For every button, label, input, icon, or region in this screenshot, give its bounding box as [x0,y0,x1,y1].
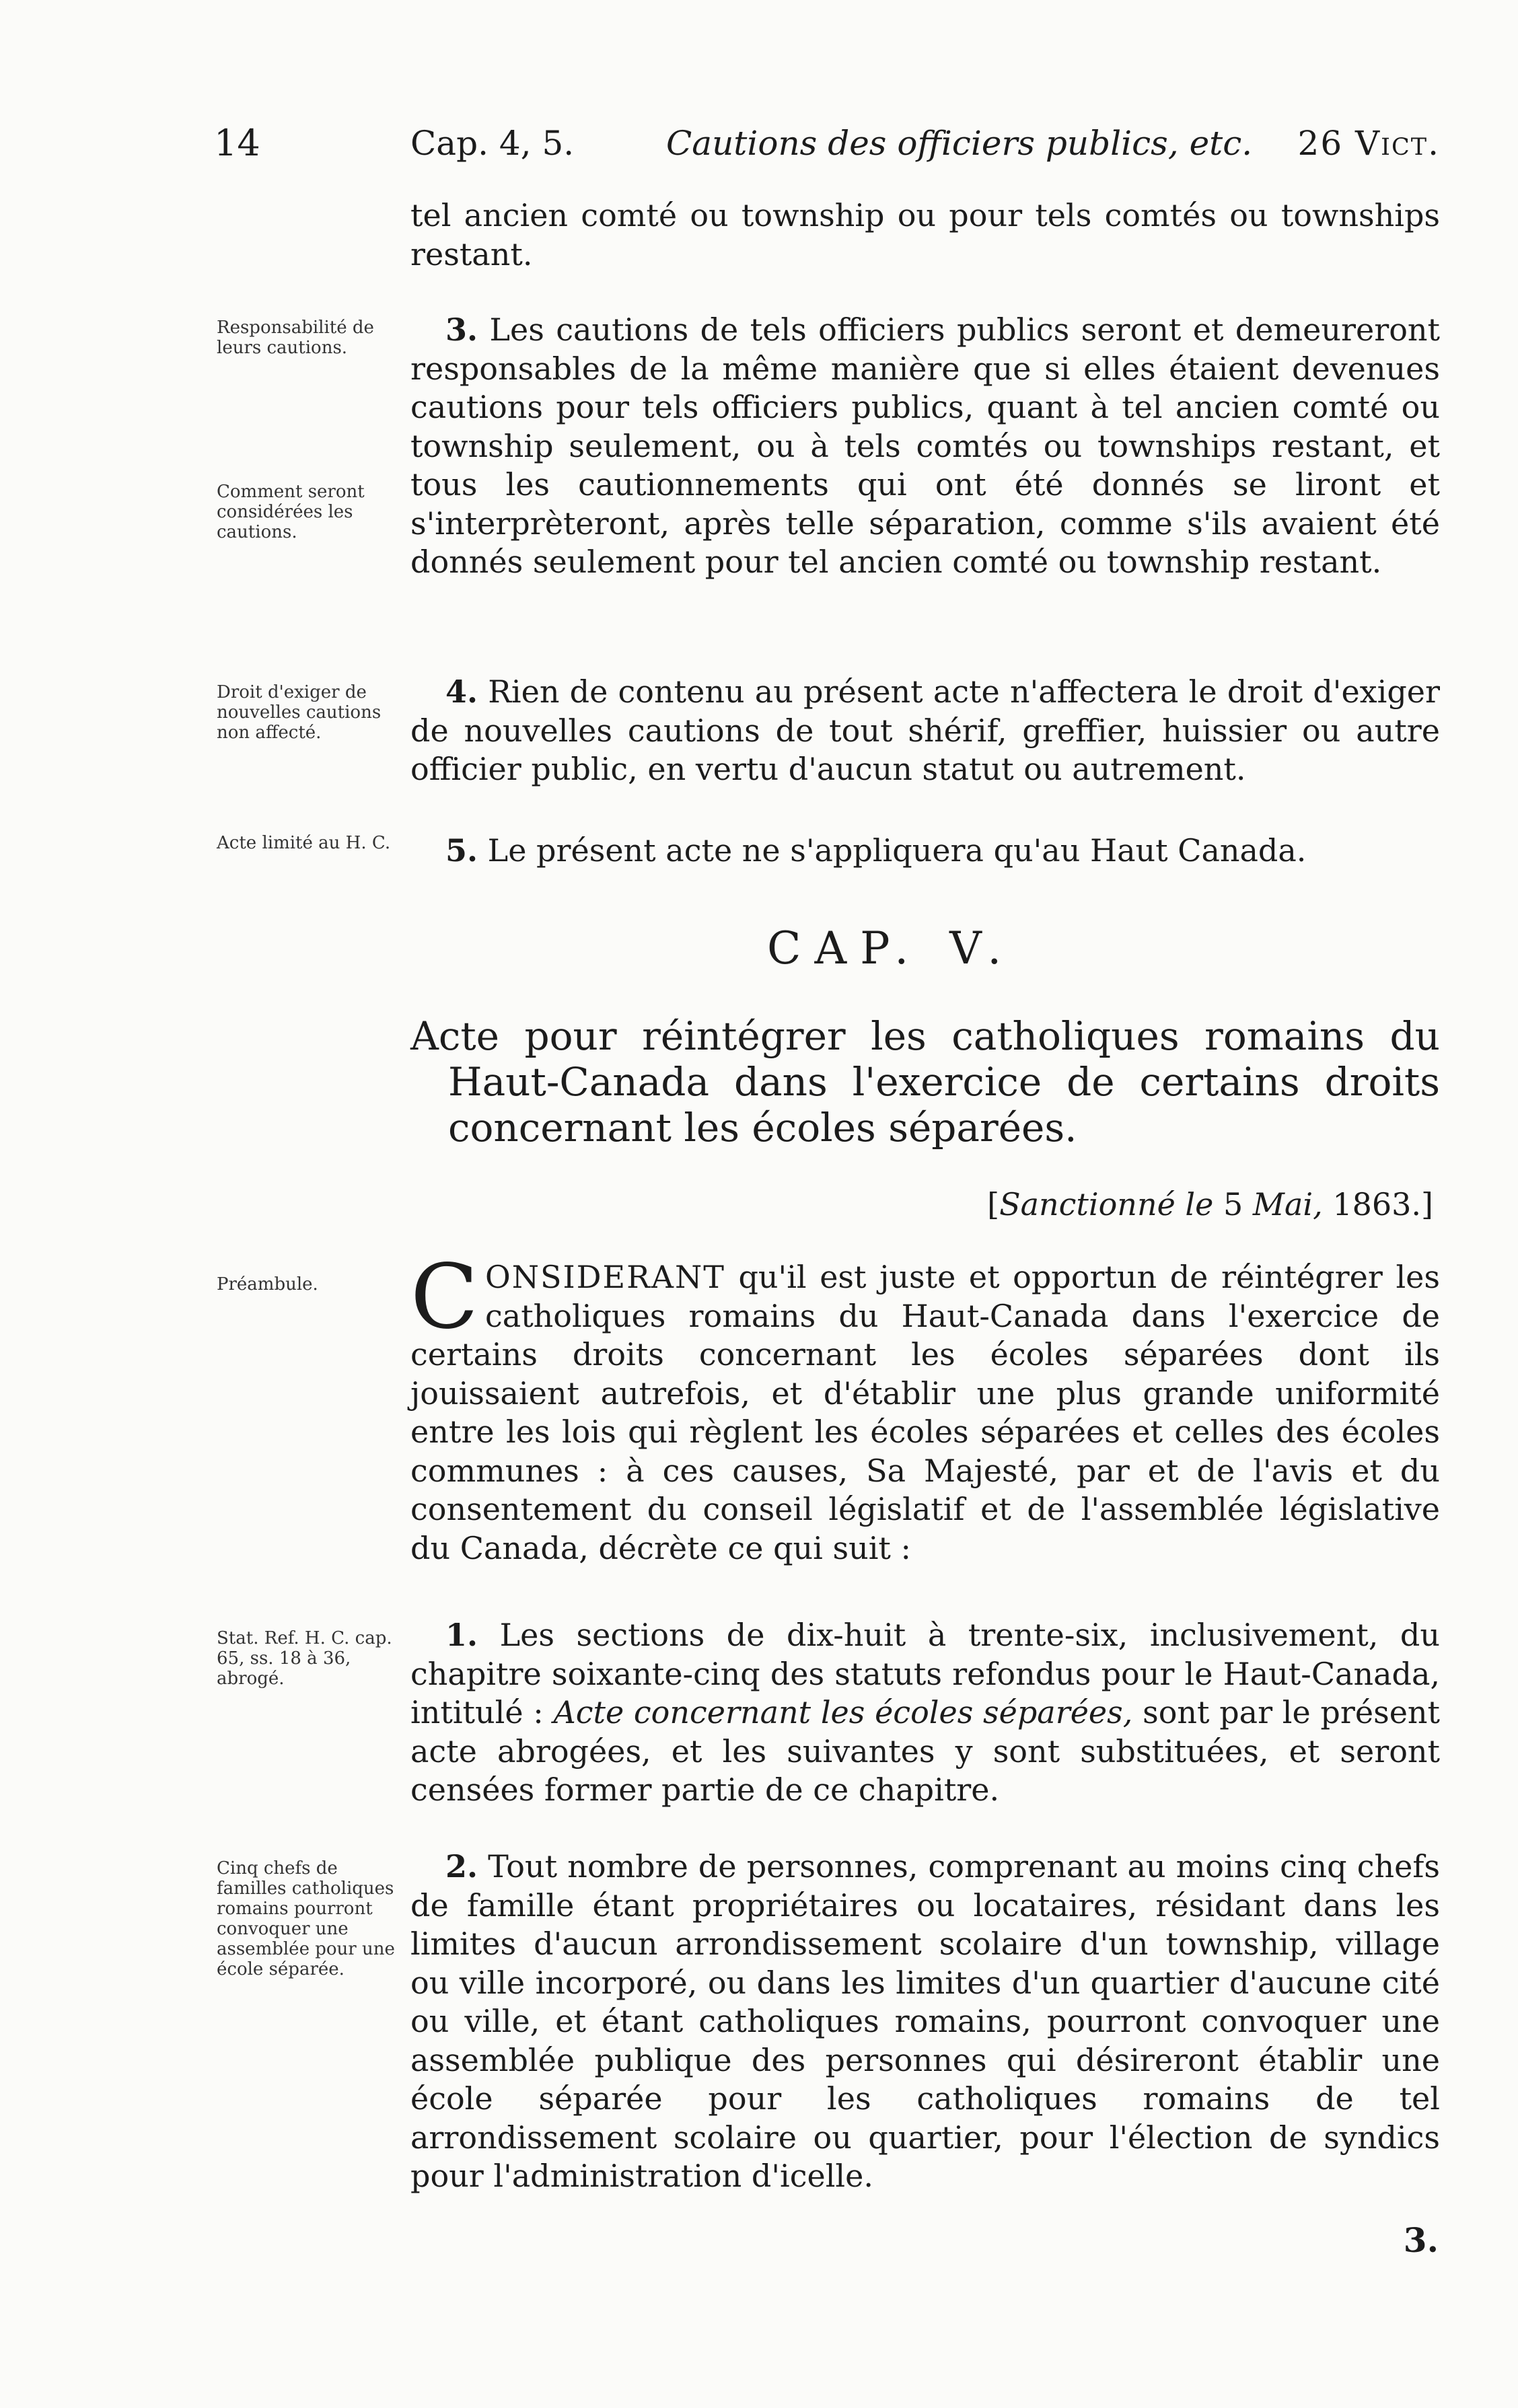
section-4-number: 4. [445,673,478,710]
section-5 [410,832,1440,871]
cap5-section-1: 1. Les sections de dix-huit à trente-six, inclusivement, du chapitre soixante-cinq des statuts refondus pour le Haut-Canada, intitulé : Acte concernant les écoles séparées, sont par le présent acte abrogées, et les suivantes y sont substituées, et seront censées former partie de ce chapitre. [410,1617,1441,1808]
margin-note-responsabilite: Responsabilité de leurs cautions. [217,318,374,358]
sanction-month: Mai, [1252,1186,1323,1223]
section-4 [410,673,1440,789]
act-title: Acte pour réintégrer les catholiques romains du Haut-Canada dans l'exercice de certains droits concernant les écoles séparées. [410,1013,1440,1151]
header-chapter: Cap. 4, 5. [410,124,575,163]
cited-act-title: Acte concernant les écoles séparées, [553,1694,1133,1730]
preamble [410,1245,1440,1568]
margin-note-preambule: Préambule. [217,1274,318,1294]
section-3-text: Les cautions de tels officiers publics seront et demeureront responsables de la même manière que si elles étaient devenues cautions pour tels officiers publics, quant à tel ancien comté ou township seulement, ou à tels comtés ou townships restant, et tous les cautionnements qui ont été donnés se liront et s'interprèteront, après telle séparation, comme s'ils avaient été donnés seulement pour tel ancien comté ou township restant. [410,312,1440,580]
sanction-label: Sanctionné le [999,1186,1214,1223]
margin-note-stat-ref: Stat. Ref. H. C. cap. 65, ss. 18 à 36, abrogé. [217,1628,392,1689]
sanction-date: [Sanctionné le 5 Mai, 1863.] [987,1186,1433,1223]
section-3 [410,311,1440,582]
margin-note-comment: Comment seront considérées les cautions. [217,482,365,542]
page-number: 14 [214,122,260,164]
drop-cap: C [410,1245,478,1349]
header-title: Cautions des officiers publics, etc. [666,124,1253,163]
sanction-day: 5 [1223,1186,1243,1223]
section-5-number: 5. [445,832,478,869]
header-year: 26 Vict. [1297,124,1440,163]
continuation-text: tel ancien comté ou township ou pour tels comtés ou townships restant. [410,197,1440,272]
sanction-year: 1863.] [1332,1186,1433,1223]
cap5-section-2-text: Tout nombre de personnes, comprenant au moins cinq chefs de famille étant propriétaires ou locataires, résidant dans les limites d'aucun arrondissement scolaire d'un township, village ou ville incorporé, ou dans les limites d'un quartier d'aucune cité ou ville, et étant catholiques romains, pourront convoquer une assemblée publique des personnes qui désireront établir une école séparée pour les catholiques romains de tel arrondissement scolaire ou quartier, pour l'élection de syndics pour l'administration d'icelle. [410,1848,1440,2194]
cap5-section-1-number: 1. [445,1617,478,1653]
section-4-text: Rien de contenu au présent acte n'affectera le droit d'exiger de nouvelles cautions de tout shérif, greffier, huissier ou autre officier public, en vertu d'aucun statut ou autrement. [410,673,1440,787]
section-3-number: 3. [445,312,478,348]
chapter-heading: CAP. V. [767,922,1015,974]
margin-note-cinq-chefs: Cinq chefs de familles catholiques romains pourront convoquer une assemblée pour une école séparée. [217,1858,395,1979]
cap5-section-2-number: 2. [445,1848,478,1885]
section-5-text: Le présent acte ne s'appliquera qu'au Haut Canada. [487,832,1307,869]
margin-note-droit: Droit d'exiger de nouvelles cautions non affecté. [217,682,382,743]
catchword: 3. [1403,2220,1439,2260]
margin-note-acte-limite: Acte limité au H. C. [217,833,391,853]
cap5-section-2 [410,1848,1440,2196]
preamble-caps: ONSIDERANT [485,1259,725,1295]
preamble-text: qu'il est juste et opportun de réintégrer les catholiques romains du Haut-Canada dans l'exercice de certains droits concernant les écoles séparées dont ils jouissaient autrefois, et d'établir une plus grande uniformité entre les lois qui règlent les écoles séparées et celles des écoles communes : à ces causes, Sa Majesté, par et de l'avis et du consentement du conseil législatif et de l'assemblée législative du Canada, décrète ce qui suit : [410,1259,1440,1566]
